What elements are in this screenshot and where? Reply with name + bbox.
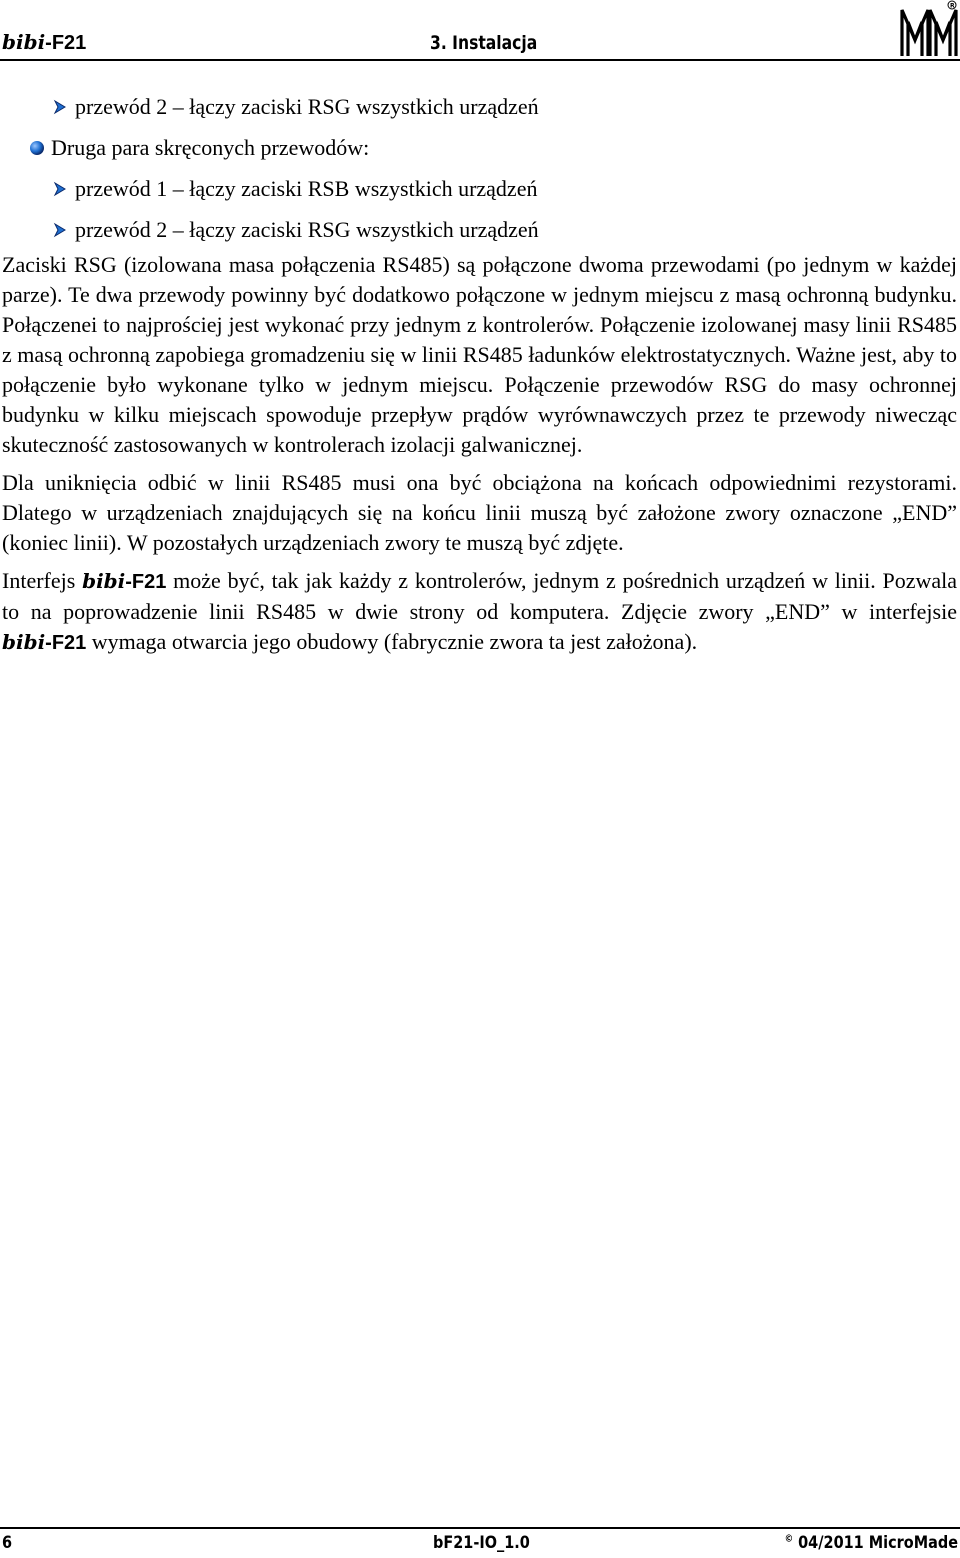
list-item [2, 209, 957, 250]
document-id: bF21-IO_1.0 [433, 1533, 530, 1553]
inline-brand-suffix: -F21 [45, 632, 87, 654]
paragraph-text: może być, tak jak każdy z kontrolerów, jednym z pośrednich urządzeń w linii. Pozwala to na poprowadzenie linii RS485 w dwie strony od komputera. Zdjęcie zwory „END” w interfejsie [2, 568, 958, 624]
brand-logo-script: bibi [2, 30, 46, 54]
copyright [785, 1533, 958, 1553]
list-item-text: przewód 2 – łączy zaciski RSG wszystkich urządzeń [75, 94, 539, 119]
list-item-text: Druga para skręconych przewodów: [51, 135, 370, 160]
list-item-text: przewód 1 – łączy zaciski RSB wszystkich urządzeń [75, 176, 538, 201]
copyright-text: 04/2011 MicroMade [793, 1533, 958, 1553]
micromade-logo-icon [898, 0, 960, 58]
svg-text:R: R [950, 2, 955, 10]
inline-brand-logo [82, 571, 166, 593]
list-item [2, 86, 957, 127]
sphere-bullet-icon [29, 140, 45, 156]
list-item-text: przewód 2 – łączy zaciski RSG wszystkich urządzeń [75, 217, 539, 242]
brand-logo-suffix: -F21 [45, 32, 87, 54]
inline-brand-script: bibi [82, 569, 126, 593]
inline-brand-suffix: -F21 [125, 571, 167, 593]
chapter-title: 3. Instalacja [430, 32, 538, 54]
bullet-list [2, 86, 957, 250]
copyright-icon: © [784, 1533, 794, 1545]
list-item [2, 127, 957, 168]
paragraph-termination: Dla uniknięcia odbić w linii RS485 musi ona być obciążona na końcach odpowiednimi rezystorami. Dlatego w urządzeniach znajdujących się na końcu linii muszą być założone zwory oznaczone „END” (koniec linii). W pozostałych urządzeniach zwory te muszą być zdjęte. [2, 470, 957, 555]
paragraph-rsg-grounding: Zaciski RSG (izolowana masa połączenia RS485) są połączone dwoma przewodami (po jednym w każdej parze). Te dwa przewody powinny być dodatkowo połączone w jednym miejscu z masą ochronną budynku. Połączenei to najprościej jest wykonać przy jednym z kontrolerów. Połączenie izolowanej masy linii RS485 z masą ochronną zapobiega gromadzeniu się w linii RS485 ładunków elektrostatycznych. Ważne jest, aby to połączenie było wykonane tylko w jednym miejscu. Połączenie przewodów RSG do masy ochronnej budynku w kilku miejscach spowoduje przepływ prądów wyrównawczych przez te przewody niwecząc skuteczność zastosowanych w kontrolerach izolacji galwanicznej. [2, 252, 957, 457]
inline-brand-script: bibi [2, 630, 46, 654]
brand-logo [2, 30, 86, 55]
page-header [0, 0, 960, 62]
inline-brand-logo [2, 632, 86, 654]
page-content [2, 86, 957, 658]
list-item [2, 168, 957, 209]
paragraph-interface [2, 566, 957, 658]
page-number: 6 [2, 1533, 13, 1553]
footer-divider [0, 1527, 960, 1529]
arrow-bullet-icon [52, 99, 68, 115]
arrow-bullet-icon [52, 222, 68, 238]
paragraph-text: wymaga otwarcia jego obudowy (fabrycznie zwora ta jest założona). [86, 629, 698, 654]
paragraph-text: Interfejs [2, 568, 83, 593]
header-divider [0, 59, 960, 61]
arrow-bullet-icon [52, 181, 68, 197]
